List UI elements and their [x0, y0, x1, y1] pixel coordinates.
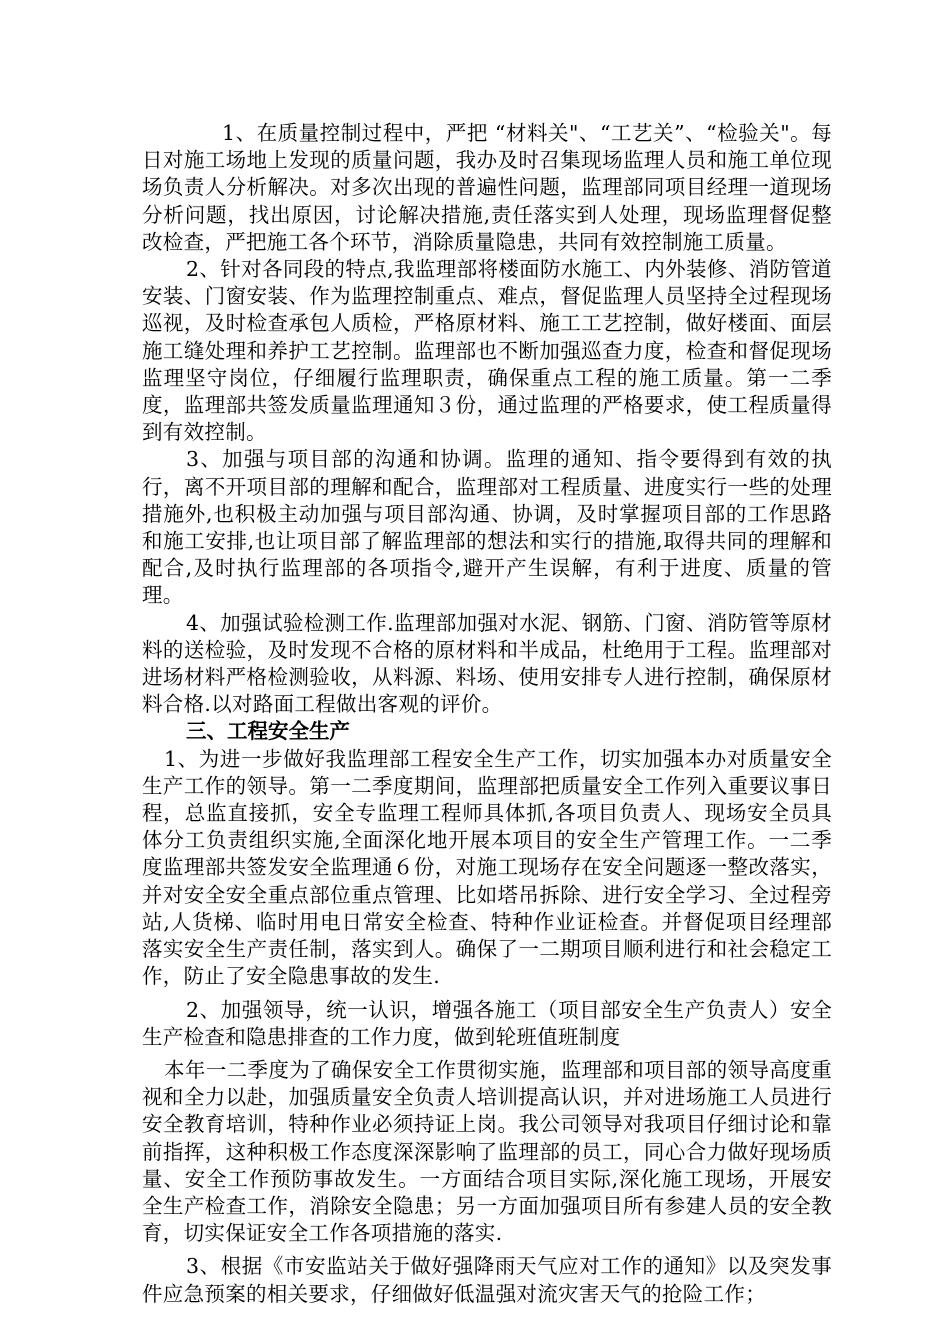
- paragraph-quality-control: 1、在质量控制过程中，严把 “材料关"、“工艺关”、“检验关"。每日对施工场地上发现的质量问题，我办及时召集现场监理人员和施工单位现场负责人分析解决。对多次出现的普遍性问题，监理部同项目经理一道现场分析问题，找出原因，讨论解决措施,责任落实到人处理，现场监理督促整改检查，严把施工各个环节，消除质量隐患，共同有效控制施工质量。: [142, 121, 832, 254]
- document-body: [142, 120, 832, 1308]
- section-heading-safety: 三、工程安全生产: [186, 719, 350, 744]
- paragraph-testing: 4、加强试验检测工作.监理部加强对水泥、钢筋、门窗、消防管等原材料的送检验，及时发现不合格的原材料和半成品，杜绝用于工程。监理部对进场材料严格检测验收，从料源、料场、使用安排专人进行控制，确保原材料合格.以对路面工程做出客观的评价。: [142, 610, 832, 717]
- paragraph-leadership: 2、加强领导，统一认识，增强各施工（项目部安全生产负责人）安全生产检查和隐患排查的工作力度，做到轮班值班制度: [142, 997, 832, 1049]
- paragraph-communication: 3、加强与项目部的沟通和协调。监理的通知、指令要得到有效的执行，离不开项目部的理解和配合，监理部对工程质量、进度实行一些的处理措施外,也积极主动加强与项目部沟通、协调，及时掌握项目部的工作思路和施工安排,也让项目部了解监理部的想法和实行的措施,取得共同的理解和配合,及时执行监理部的各项指令,避开产生误解，有利于进度、质量的管理。: [142, 447, 832, 608]
- paragraph-weather-response: 3、根据《市安监站关于做好强降雨天气应对工作的通知》以及突发事件应急预案的相关要求，仔细做好低温强对流灾害天气的抢险工作；: [142, 1254, 832, 1306]
- paragraph-key-points: 2、针对各同段的特点,我监理部将楼面防水施工、内外装修、消防管道安装、门窗安装、作为监理控制重点、难点，督促监理人员坚持全过程现场巡视，及时检查承包人质检，严格原材料、施工工艺控制，做好楼面、面层施工缝处理和养护工艺控制。监理部也不断加强巡查力度，检查和督促现场监理坚守岗位，仔细履行监理职责，确保重点工程的施工质量。第一二季度，监理部共签发质量监理通知３份，通过监理的严格要求，使工程质量得到有效控制。: [142, 257, 832, 445]
- paragraph-quarter-safety: 本年一二季度为了确保安全工作贯彻实施，监理部和项目部的领导高度重视和全力以赴，加强质量安全负责人培训提高认识，并对进场施工人员进行安全教育培训，特种作业必须持证上岗。我公司领导对我项目仔细讨论和靠前指挥，这种积极工作态度深深影响了监理部的员工，同心合力做好现场质量、安全工作预防事故发生。一方面结合项目实际,深化施工现场，开展安全生产检查工作，消除安全隐患；另一方面加强项目所有参建人员的安全教育，切实保证安全工作各项措施的落实.: [142, 1057, 832, 1246]
- paragraph-safety-work: 1、为进一步做好我监理部工程安全生产工作，切实加强本办对质量安全生产工作的领导。第一二季度期间，监理部把质量安全工作列入重要议事日程，总监直接抓，安全专监理工程师具体抓,各项目负责人、现场安全员具体分工负责组织实施,全面深化地开展本项目的安全生产管理工作。一二季度监理部共签发安全监理通６份，对施工现场存在安全问题逐一整改落实，并对安全安全重点部位重点管理、比如塔吊拆除、进行安全学习、全过程旁站,人货梯、临时用电日常安全检查、特种作业证检查。并督促项目经理部落实安全生产责任制，落实到人。确保了一二期项目顺利进行和社会稳定工作，防止了安全隐患事故的发生.: [142, 746, 832, 989]
